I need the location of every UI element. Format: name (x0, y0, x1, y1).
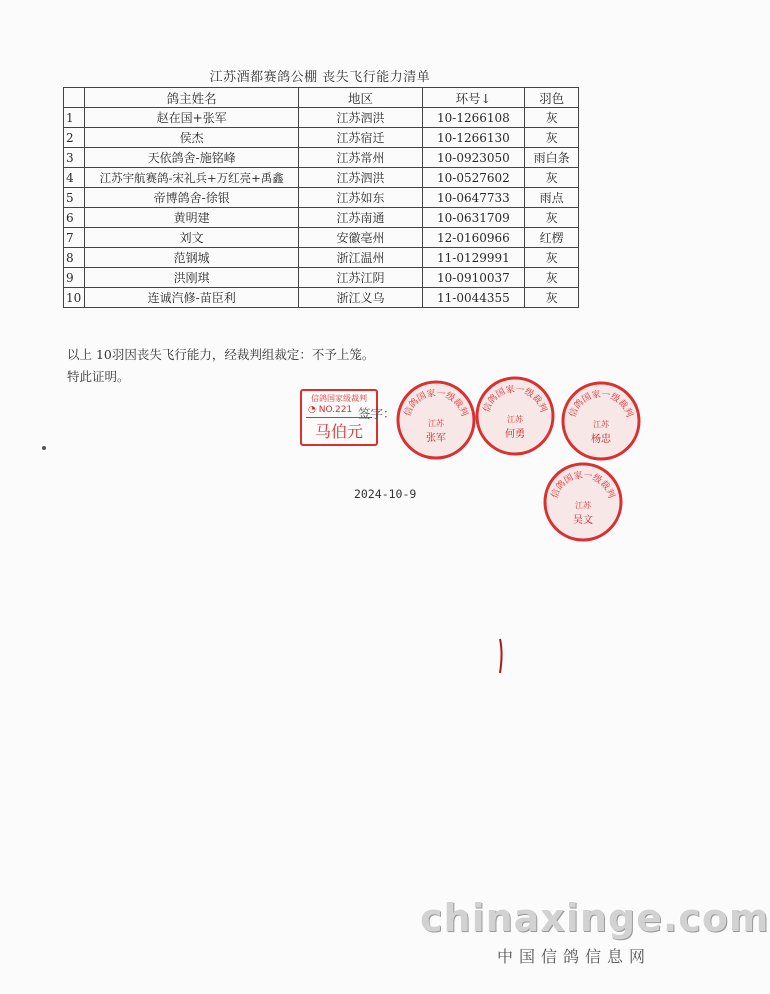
seal-2-arc: 信鸽国家一级裁判 (481, 384, 549, 414)
row-region: 江苏如东 (299, 188, 422, 208)
row-owner-name: 侯杰 (84, 128, 299, 148)
referee-seal-3 (560, 380, 642, 462)
row-ring-number: 10-0631709 (422, 208, 525, 228)
row-owner-name: 刘文 (84, 228, 299, 248)
row-no: 10 (64, 288, 85, 308)
document-title: 江苏酒都赛鸽公棚 丧失飞行能力清单 (209, 70, 431, 85)
row-feather-color: 灰 (525, 168, 579, 188)
seal-4-name: 吴文 (573, 515, 593, 526)
row-region: 江苏南通 (299, 208, 422, 228)
row-feather-color: 灰 (525, 128, 579, 148)
row-ring-number: 10-0910037 (422, 268, 525, 288)
row-ring-number: 10-0647733 (422, 188, 525, 208)
row-region: 浙江义乌 (299, 288, 422, 308)
referee-seal-4 (542, 461, 624, 543)
header-region: 地区 (299, 88, 422, 108)
row-no: 8 (64, 248, 85, 268)
row-owner-name: 赵在国+张军 (84, 108, 299, 128)
seal-2-name: 何勇 (505, 429, 525, 440)
row-ring-number: 10-1266130 (422, 128, 525, 148)
row-owner-name: 范钢城 (84, 248, 299, 268)
signature-label: 签字： (358, 406, 396, 421)
table-row (64, 108, 579, 128)
table-row (64, 128, 579, 148)
certification-statement: 特此证明。 (67, 369, 130, 384)
table-row (64, 248, 579, 268)
row-ring-number: 11-0129991 (422, 248, 525, 268)
row-owner-name: 黄明建 (84, 208, 299, 228)
row-no: 3 (64, 148, 85, 168)
row-feather-color: 雨点 (525, 188, 579, 208)
table-row (64, 208, 579, 228)
row-feather-color: 灰 (525, 108, 579, 128)
seal-2-province: 江苏 (507, 415, 523, 424)
table-row (64, 288, 579, 308)
seal-1-name: 张军 (426, 433, 446, 444)
row-no: 5 (64, 188, 85, 208)
header-feather-color: 羽色 (525, 88, 579, 108)
row-owner-name: 江苏宇航赛鸽-宋礼兵+万红亮+禹鑫 (84, 168, 299, 188)
row-owner-name: 洪刚琪 (84, 268, 299, 288)
seal-4-arc: 信鸽国家一级裁判 (549, 470, 617, 500)
row-region: 江苏常州 (299, 148, 422, 168)
seal-3-province: 江苏 (593, 420, 609, 429)
header-ring-number: 环号↓ (422, 88, 525, 108)
referee-seal-1 (395, 379, 477, 461)
row-no: 4 (64, 168, 85, 188)
row-feather-color: 红楞 (525, 228, 579, 248)
row-region: 江苏泗洪 (299, 108, 422, 128)
row-owner-name: 天依鸽舍-施铭峰 (84, 148, 299, 168)
row-no: 6 (64, 208, 85, 228)
table-header-row (64, 88, 579, 108)
row-no: 7 (64, 228, 85, 248)
row-feather-color: 灰 (525, 208, 579, 228)
seal-3-name: 杨忠 (591, 434, 611, 445)
table-row (64, 188, 579, 208)
row-ring-number: 10-1266108 (422, 108, 525, 128)
row-no: 9 (64, 268, 85, 288)
row-region: 江苏江阴 (299, 268, 422, 288)
site-watermark-chinese: 中国信鸽信息网 (497, 947, 652, 966)
ruling-statement: 以上 10羽因丧失飞行能力，经裁判组裁定：不予上笼。 (67, 347, 375, 362)
stamp-title: 信鸽国家级裁判 (311, 394, 367, 403)
row-feather-color: 雨白条 (525, 148, 579, 168)
row-region: 江苏宿迁 (299, 128, 422, 148)
pen-mark (498, 638, 503, 674)
table-row (64, 168, 579, 188)
stamp-referee-name: 马伯元 (306, 417, 372, 442)
header-owner-name: 鸽主姓名 (84, 88, 299, 108)
row-region: 浙江温州 (299, 248, 422, 268)
row-no: 1 (64, 108, 85, 128)
site-watermark: chinaxinge.com (420, 896, 770, 940)
row-ring-number: 12-0160966 (422, 228, 525, 248)
table-row (64, 268, 579, 288)
table-row (64, 148, 579, 168)
row-no: 2 (64, 128, 85, 148)
stamp-number-text: NO.221 (318, 405, 353, 415)
seal-4-province: 江苏 (575, 501, 591, 510)
header-no (64, 88, 85, 108)
document-date: 2024-10-9 (354, 487, 417, 501)
row-region: 江苏泗洪 (299, 168, 422, 188)
row-ring-number: 10-0527602 (422, 168, 525, 188)
row-owner-name: 帝博鸽舍-徐银 (84, 188, 299, 208)
pigeon-icon: ◔ (308, 405, 316, 415)
row-feather-color: 灰 (525, 268, 579, 288)
row-region: 安徽亳州 (299, 228, 422, 248)
paper-speck (42, 446, 46, 450)
table-row (64, 228, 579, 248)
row-ring-number: 11-0044355 (422, 288, 525, 308)
referee-seal-2 (474, 375, 556, 457)
seal-3-arc: 信鸽国家一级裁判 (567, 389, 635, 419)
row-feather-color: 灰 (525, 288, 579, 308)
row-feather-color: 灰 (525, 248, 579, 268)
row-ring-number: 10-0923050 (422, 148, 525, 168)
seal-1-arc: 信鸽国家一级裁判 (402, 388, 470, 418)
row-owner-name: 连诚汽修-苗臣利 (84, 288, 299, 308)
incapacity-table (63, 87, 579, 308)
seal-1-province: 江苏 (428, 419, 444, 428)
